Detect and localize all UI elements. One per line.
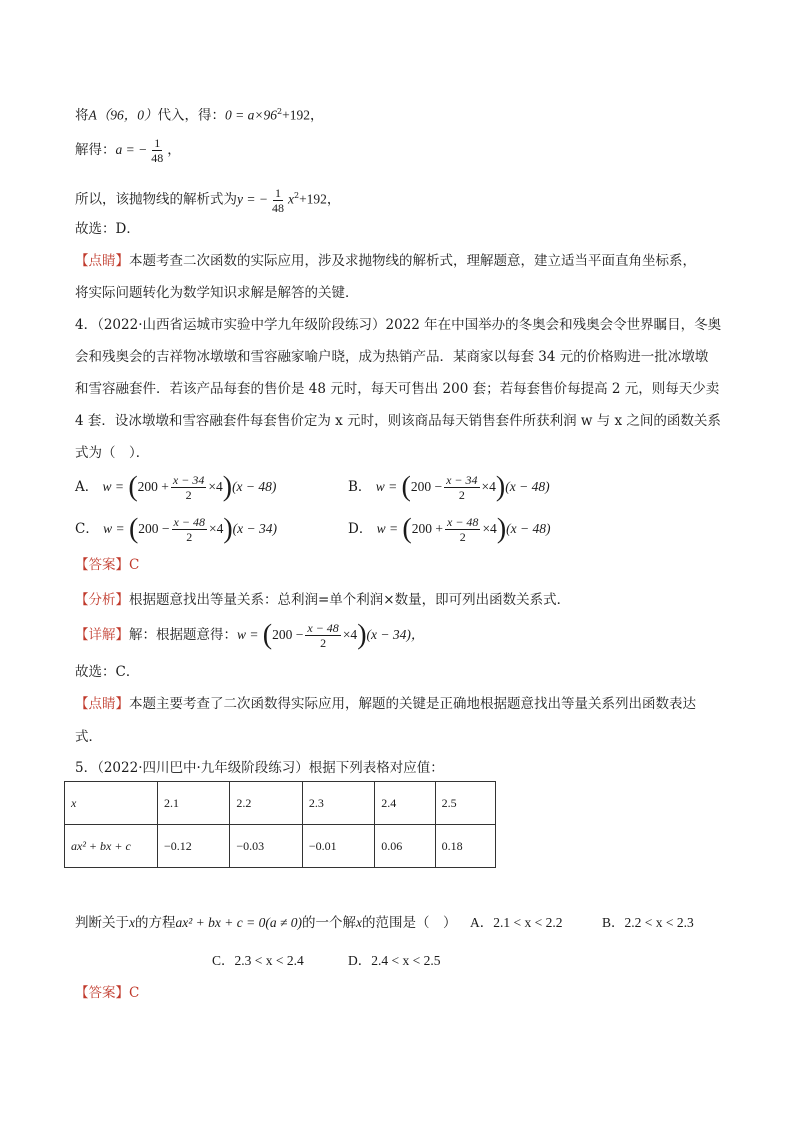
option-c bbox=[75, 512, 277, 546]
denominator: 2 bbox=[320, 636, 327, 650]
text: 所以，该抛物线的解析式为 bbox=[75, 191, 237, 208]
answer-text: C bbox=[129, 557, 140, 573]
equation: ax² + bx + c = 0(a ≠ 0) bbox=[175, 915, 303, 930]
expr: (x − 48) bbox=[505, 479, 550, 494]
text: 的范围是（ ） bbox=[362, 915, 457, 931]
lhs: a = − bbox=[115, 142, 148, 157]
analysis-tag: 【分析】 bbox=[75, 592, 129, 608]
paren: ( bbox=[128, 513, 139, 545]
w: w = bbox=[375, 479, 398, 494]
numerator: x − 34 bbox=[172, 473, 205, 487]
text: 解得： bbox=[75, 142, 116, 158]
expr: (x − 34) bbox=[232, 521, 277, 536]
text: 的方程 bbox=[135, 915, 176, 931]
q4-line: 式为（ ）． bbox=[75, 445, 150, 461]
dianjing-text: 本题主要考查了二次函数得实际应用，解题的关键是正确地根据题意找出等量关系列出函数表达 bbox=[129, 696, 696, 712]
text: 将 bbox=[75, 107, 89, 124]
lhs: y = − bbox=[237, 191, 268, 207]
choose-line: 故选：C． bbox=[75, 664, 140, 680]
dianjing-text: 本题考查二次函数的实际应用，涉及求抛物线的解析式，理解题意，建立适当平面直角坐标系， bbox=[129, 253, 696, 269]
expr: 200 − bbox=[138, 521, 170, 536]
fraction bbox=[305, 621, 340, 650]
table-cell: 2.1 bbox=[158, 782, 230, 825]
expr: ×4 bbox=[208, 521, 224, 536]
option-b: B．2.2 < x < 2.3 bbox=[602, 915, 694, 930]
fraction bbox=[270, 186, 286, 215]
option-c: C．2.3 < x < 2.4 bbox=[212, 953, 304, 968]
w: w = bbox=[102, 479, 125, 494]
expr: ×4 bbox=[208, 479, 223, 494]
w: w = bbox=[376, 521, 399, 536]
fraction bbox=[149, 136, 165, 165]
paren: ( bbox=[262, 619, 273, 651]
expr: (x − 34)， bbox=[366, 627, 425, 642]
paren: ) bbox=[495, 471, 506, 503]
table-cell: 0.18 bbox=[435, 825, 495, 868]
answer-tag: 【答案】 bbox=[75, 557, 129, 573]
variable: x bbox=[356, 915, 363, 930]
answer-line bbox=[75, 983, 139, 1003]
detail-tag: 【详解】 bbox=[75, 627, 129, 643]
numerator: x − 48 bbox=[307, 621, 339, 635]
denominator: 2 bbox=[458, 488, 465, 502]
q4-line: 4 套．设冰墩墩和雪容融套件每套售价定为 x 元时，则该商品每天销售套件所获利润 w 与 x 之间的函数关系 bbox=[75, 413, 721, 429]
numerator: 1 bbox=[154, 136, 161, 150]
paren: ( bbox=[128, 471, 138, 503]
table-cell: 0.06 bbox=[375, 825, 435, 868]
text: 的一个解 bbox=[302, 915, 357, 931]
expr: (x − 48) bbox=[232, 479, 277, 494]
q5-question bbox=[75, 913, 457, 933]
answer-line bbox=[75, 555, 139, 575]
expr: 200 − bbox=[272, 627, 304, 642]
option-b bbox=[348, 470, 550, 504]
option-label: D． bbox=[348, 521, 373, 537]
paren: ( bbox=[402, 513, 412, 545]
table-cell: 2.4 bbox=[375, 782, 435, 825]
numerator: x − 34 bbox=[446, 473, 478, 487]
table-cell: 2.2 bbox=[230, 782, 302, 825]
detail-pre: 解：根据题意得： bbox=[129, 627, 237, 643]
variable: x bbox=[129, 915, 135, 930]
detail-line bbox=[75, 618, 424, 652]
denominator: 2 bbox=[459, 530, 466, 544]
point: A（96，0） bbox=[88, 107, 158, 123]
option-d: D．2.4 < x < 2.5 bbox=[348, 953, 441, 968]
text: ， bbox=[167, 142, 181, 158]
variable: x bbox=[287, 191, 294, 207]
q5-title: 5．（2022·四川巴中·九年级阶段练习）根据下列表格对应值： bbox=[75, 760, 444, 776]
equation-tail: +192， bbox=[299, 191, 341, 207]
substitution-line bbox=[75, 102, 323, 126]
table-row bbox=[65, 782, 496, 825]
fraction bbox=[445, 515, 480, 544]
exponent: 2 bbox=[276, 107, 283, 116]
table-cell: 2.5 bbox=[435, 782, 495, 825]
paren: ) bbox=[222, 471, 233, 503]
numerator: 1 bbox=[274, 185, 281, 200]
equation-tail: +192， bbox=[282, 107, 324, 123]
dianjing-line-2: 将实际问题转化为数学知识求解是解答的关键． bbox=[75, 285, 359, 301]
expr: ×4 bbox=[482, 521, 497, 536]
exponent: 2 bbox=[293, 191, 300, 200]
choose-line: 故选：D． bbox=[75, 221, 140, 237]
expr: 200 − bbox=[410, 479, 443, 494]
q4-line: 会和残奥会的吉祥物冰墩墩和雪容融家喻户晓，成为热销产品．某商家以每套 34 元的价格购进一批冰墩墩 bbox=[75, 349, 709, 365]
expr: ×4 bbox=[342, 627, 358, 642]
parabola-line bbox=[75, 181, 340, 215]
equation: 0 = a×96 bbox=[225, 107, 277, 123]
option-label: C． bbox=[75, 521, 99, 537]
dianjing-tag: 【点睛】 bbox=[75, 253, 129, 269]
answer-tag: 【答案】 bbox=[75, 985, 129, 1001]
paren: ) bbox=[357, 619, 367, 651]
denominator: 48 bbox=[271, 200, 284, 215]
fraction bbox=[172, 515, 207, 544]
option-label: A． bbox=[75, 479, 99, 495]
w: w = bbox=[103, 521, 125, 536]
dianjing-line bbox=[75, 251, 696, 271]
expr: (x − 48) bbox=[506, 521, 551, 536]
table-cell: x bbox=[65, 782, 158, 825]
q4-line: 和雪容融套件．若该产品每套的售价是 48 元时，每天可售出 200 套；若每套售价每提高 2 元，则每天少卖 bbox=[75, 381, 720, 397]
text: 判断关于 bbox=[75, 915, 129, 931]
paren: ( bbox=[401, 471, 411, 503]
denominator: 48 bbox=[151, 151, 164, 165]
paren: ) bbox=[223, 513, 233, 545]
denominator: 2 bbox=[186, 530, 193, 544]
option-label: B． bbox=[348, 479, 372, 495]
expr: ×4 bbox=[481, 479, 496, 494]
option-d bbox=[348, 512, 550, 546]
table-cell: ax² + bx + c bbox=[65, 825, 158, 868]
fraction bbox=[444, 473, 479, 502]
paren: ) bbox=[496, 513, 507, 545]
option-a bbox=[75, 470, 276, 504]
w: w = bbox=[237, 627, 259, 642]
table-cell: −0.01 bbox=[302, 825, 374, 868]
dianjing-line-2: 式． bbox=[75, 729, 102, 745]
value-table bbox=[64, 781, 496, 868]
expr: 200 + bbox=[137, 479, 169, 494]
table-row bbox=[65, 825, 496, 868]
fraction bbox=[171, 473, 206, 502]
table-cell: −0.03 bbox=[230, 825, 302, 868]
expr: 200 + bbox=[411, 521, 443, 536]
dianjing-tag: 【点睛】 bbox=[75, 696, 129, 712]
table-cell: −0.12 bbox=[158, 825, 230, 868]
denominator: 2 bbox=[185, 488, 192, 502]
option-a: A．2.1 < x < 2.2 bbox=[470, 915, 563, 930]
answer-text: C bbox=[129, 985, 140, 1001]
q4-line: 4．（2022·山西省运城市实验中学九年级阶段练习）2022 年在中国举办的冬奥会和残奥会令世界瞩目，冬奥 bbox=[75, 317, 722, 333]
text: 代入，得： bbox=[157, 107, 225, 124]
analysis-text: 根据题意找出等量关系：总利润=单个利润×数量，即可列出函数关系式． bbox=[129, 592, 571, 608]
analysis-line bbox=[75, 590, 570, 610]
numerator: x − 48 bbox=[173, 515, 205, 529]
numerator: x − 48 bbox=[447, 515, 479, 529]
solve-line bbox=[75, 135, 181, 165]
dianjing-line bbox=[75, 694, 696, 714]
table-cell: 2.3 bbox=[302, 782, 374, 825]
